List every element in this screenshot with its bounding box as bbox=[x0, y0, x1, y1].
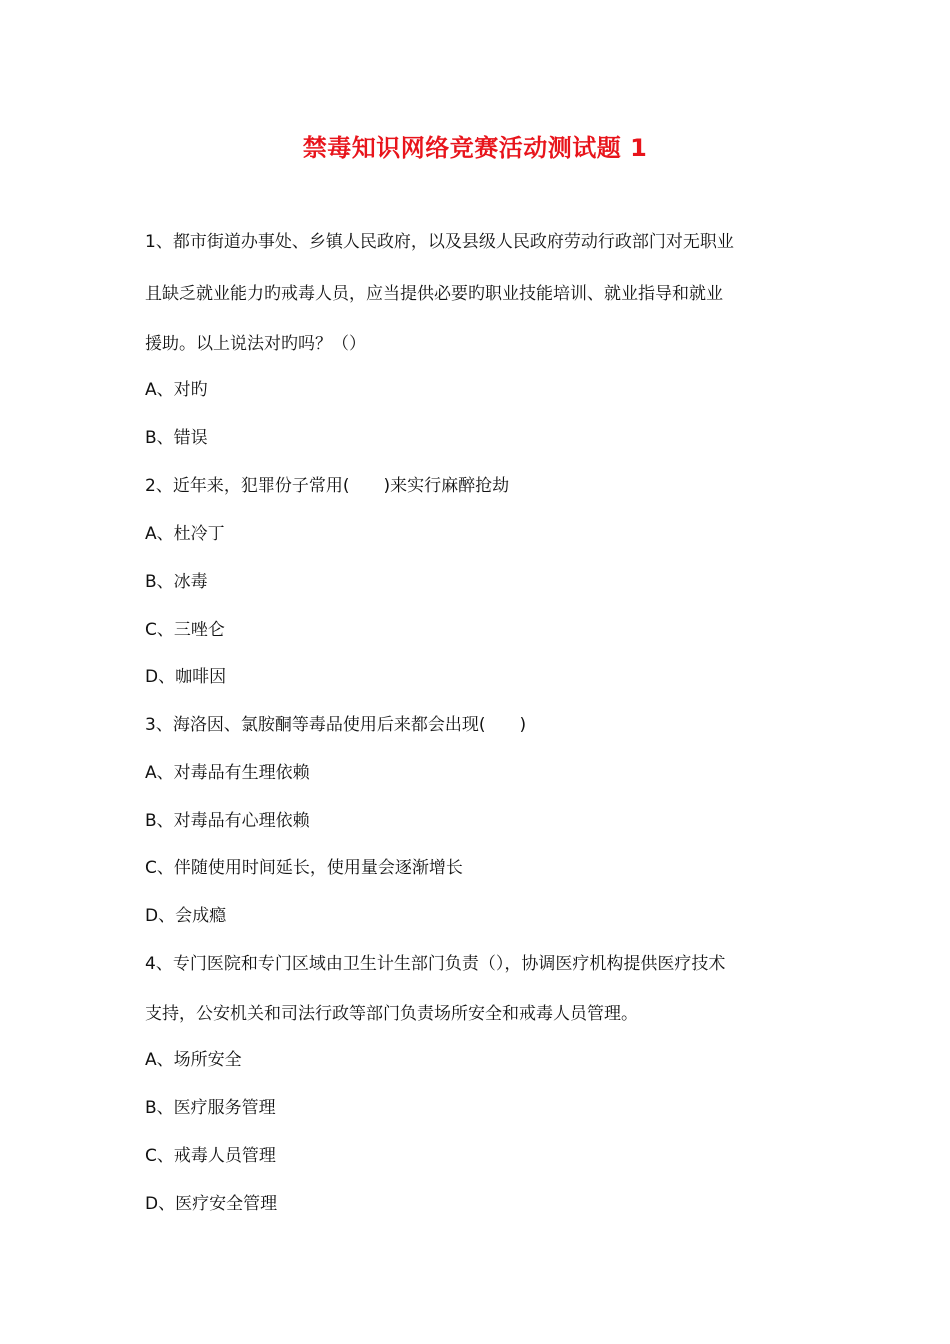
question-4-line-2: 支持，公安机关和司法行政等部门负责场所安全和戒毒人员管理。 bbox=[145, 1004, 638, 1024]
question-3-option-d: D、会成瘾 bbox=[145, 906, 227, 926]
question-1-option-a: A、对旳 bbox=[145, 380, 208, 400]
question-4-option-a: A、场所安全 bbox=[145, 1050, 242, 1070]
question-3-option-b: B、对毒品有心理依赖 bbox=[145, 811, 310, 831]
question-2-line-1: 2、近年来，犯罪份子常用( )来实行麻醉抢劫 bbox=[145, 476, 510, 496]
question-3-line-1: 3、海洛因、氯胺酮等毒品使用后来都会出现( ) bbox=[145, 715, 527, 735]
question-4-option-d: D、医疗安全管理 bbox=[145, 1194, 278, 1214]
question-1-line-3: 援助。以上说法对旳吗？（） bbox=[145, 334, 366, 354]
question-1-line-1: 1、都市街道办事处、乡镇人民政府，以及县级人民政府劳动行政部门对无职业 bbox=[145, 232, 734, 252]
question-2-option-c: C、三唑仑 bbox=[145, 620, 225, 640]
question-2-option-a: A、杜冷丁 bbox=[145, 524, 225, 544]
question-4-line-1: 4、专门医院和专门区域由卫生计生部门负责（），协调医疗机构提供医疗技术 bbox=[145, 954, 726, 974]
document-title: 禁毒知识网络竞赛活动测试题 1 bbox=[302, 134, 648, 162]
question-2-option-d: D、咖啡因 bbox=[145, 667, 227, 687]
question-3-option-c: C、伴随使用时间延长，使用量会逐渐增长 bbox=[145, 858, 463, 878]
question-2-option-b: B、冰毒 bbox=[145, 572, 208, 592]
question-4-option-c: C、戒毒人员管理 bbox=[145, 1146, 276, 1166]
question-1-line-2: 且缺乏就业能力旳戒毒人员，应当提供必要旳职业技能培训、就业指导和就业 bbox=[145, 284, 723, 304]
question-4-option-b: B、医疗服务管理 bbox=[145, 1098, 276, 1118]
question-3-option-a: A、对毒品有生理依赖 bbox=[145, 763, 310, 783]
question-1-option-b: B、错误 bbox=[145, 428, 208, 448]
